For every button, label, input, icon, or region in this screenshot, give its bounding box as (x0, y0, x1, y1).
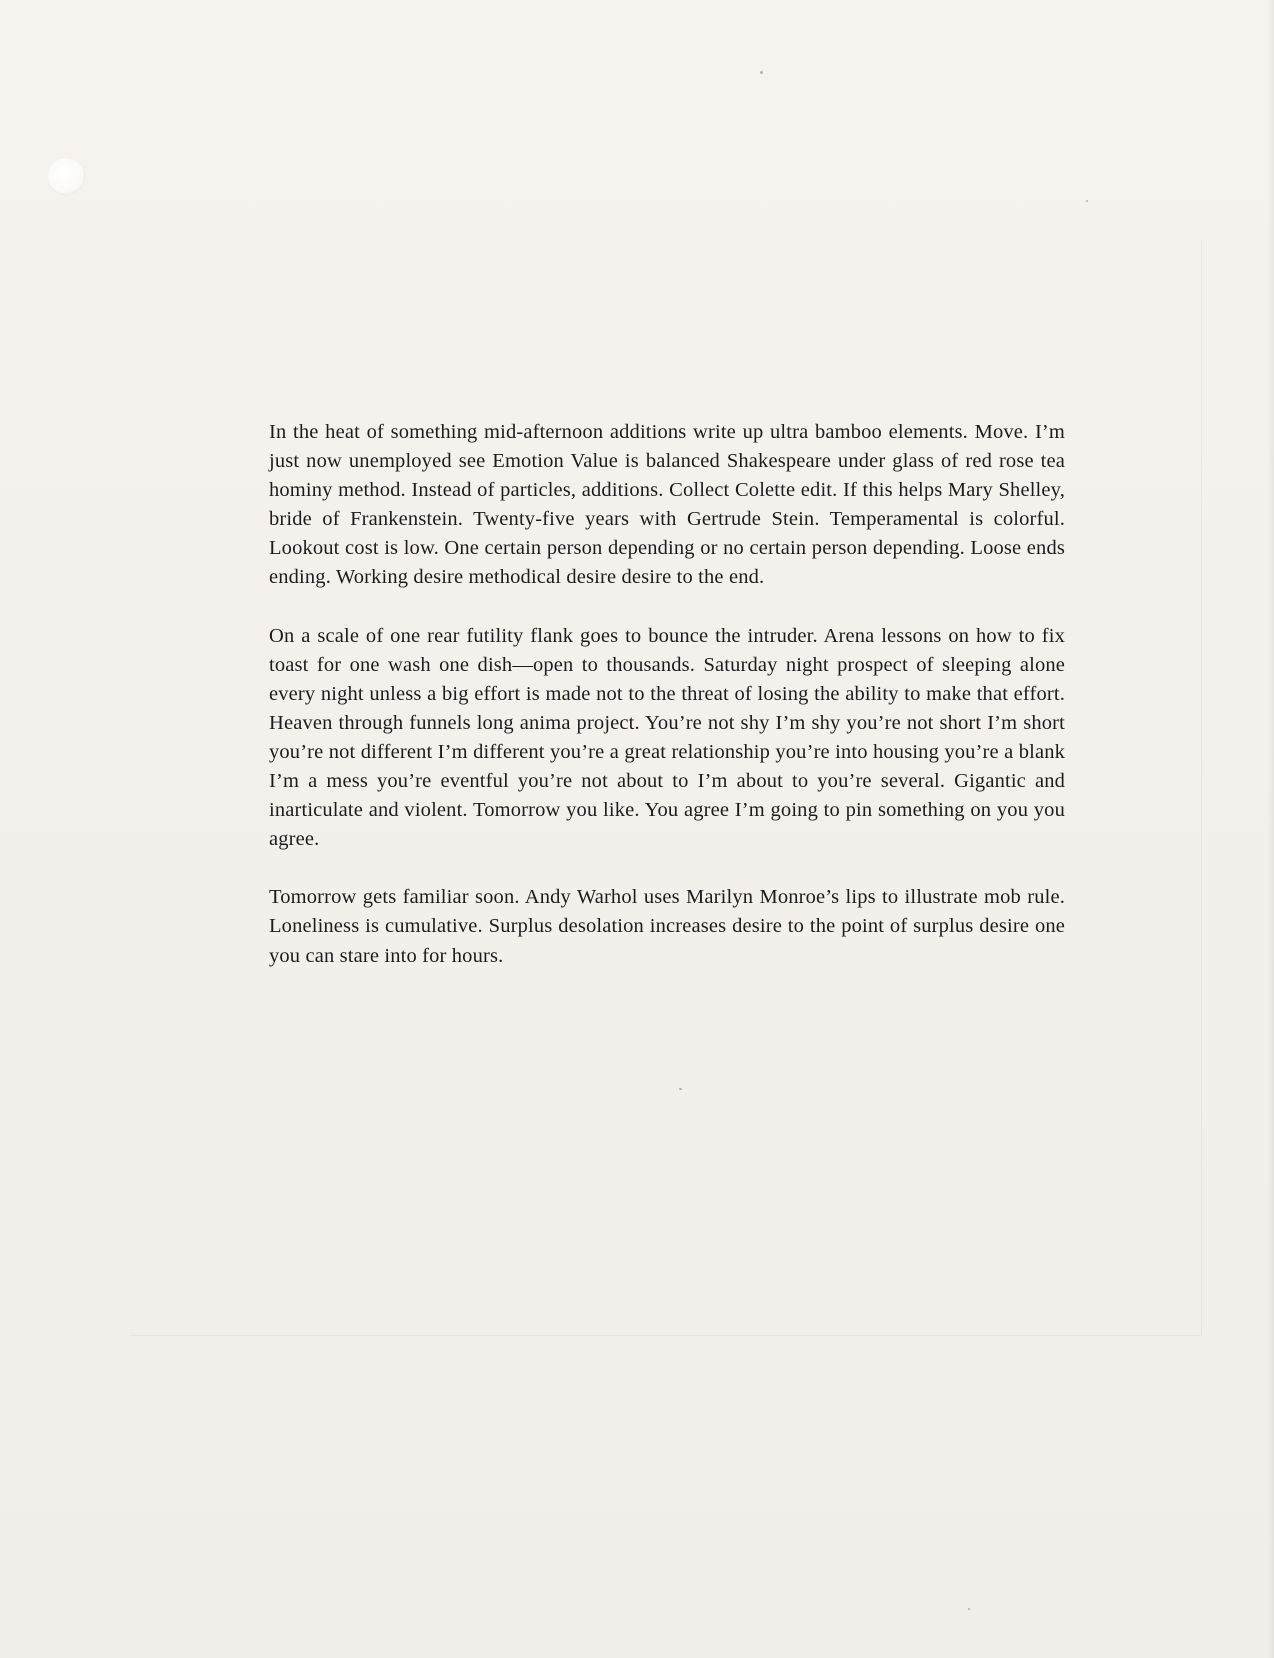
paper-speck (1086, 200, 1088, 202)
body-text (269, 418, 1065, 1000)
punch-hole (47, 157, 85, 195)
paper-speck (968, 1608, 970, 1610)
paragraph-1: In the heat of something mid-afternoon additions write up ultra bamboo elements. Move. I’m just now unemployed see Emotion Value is balanced Shakespeare under glass of red rose tea hominy method. Instead of particles, additions. Collect Colette edit. If this helps Mary Shelley, bride of Frankenstein. Twenty-five years with Gertrude Stein. Temperamental is colorful. Lookout cost is low. One certain person depending or no certain person depending. Loose ends ending. Working desire methodical desire desire to the end. (269, 421, 1065, 589)
paragraph-3: Tomorrow gets familiar soon. Andy Warhol uses Marilyn Monroe’s lips to illustrate mob rule. Loneliness is cumulative. Surplus desolation increases desire to the point of surplus desire one you can stare into for hours. (269, 886, 1065, 967)
paper-speck (760, 71, 763, 74)
paper-speck (679, 1088, 682, 1090)
paragraph-2: On a scale of one rear futility flank goes to bounce the intruder. Arena lessons on how to fix toast for one wash one dish—open to thousands. Saturday night prospect of sleeping alone every night unless a big effort is made not to the threat of losing the ability to make that effort. Heaven through funnels long anima project. You’re not shy I’m shy you’re not short I’m short you’re not different I’m different you’re a great relationship you’re into housing you’re a blank I’m a mess you’re eventful you’re not about to I’m about to you’re several. Gigantic and inarticulate and violent. Tomorrow you like. You agree I’m going to pin something on you you agree. (269, 624, 1065, 851)
